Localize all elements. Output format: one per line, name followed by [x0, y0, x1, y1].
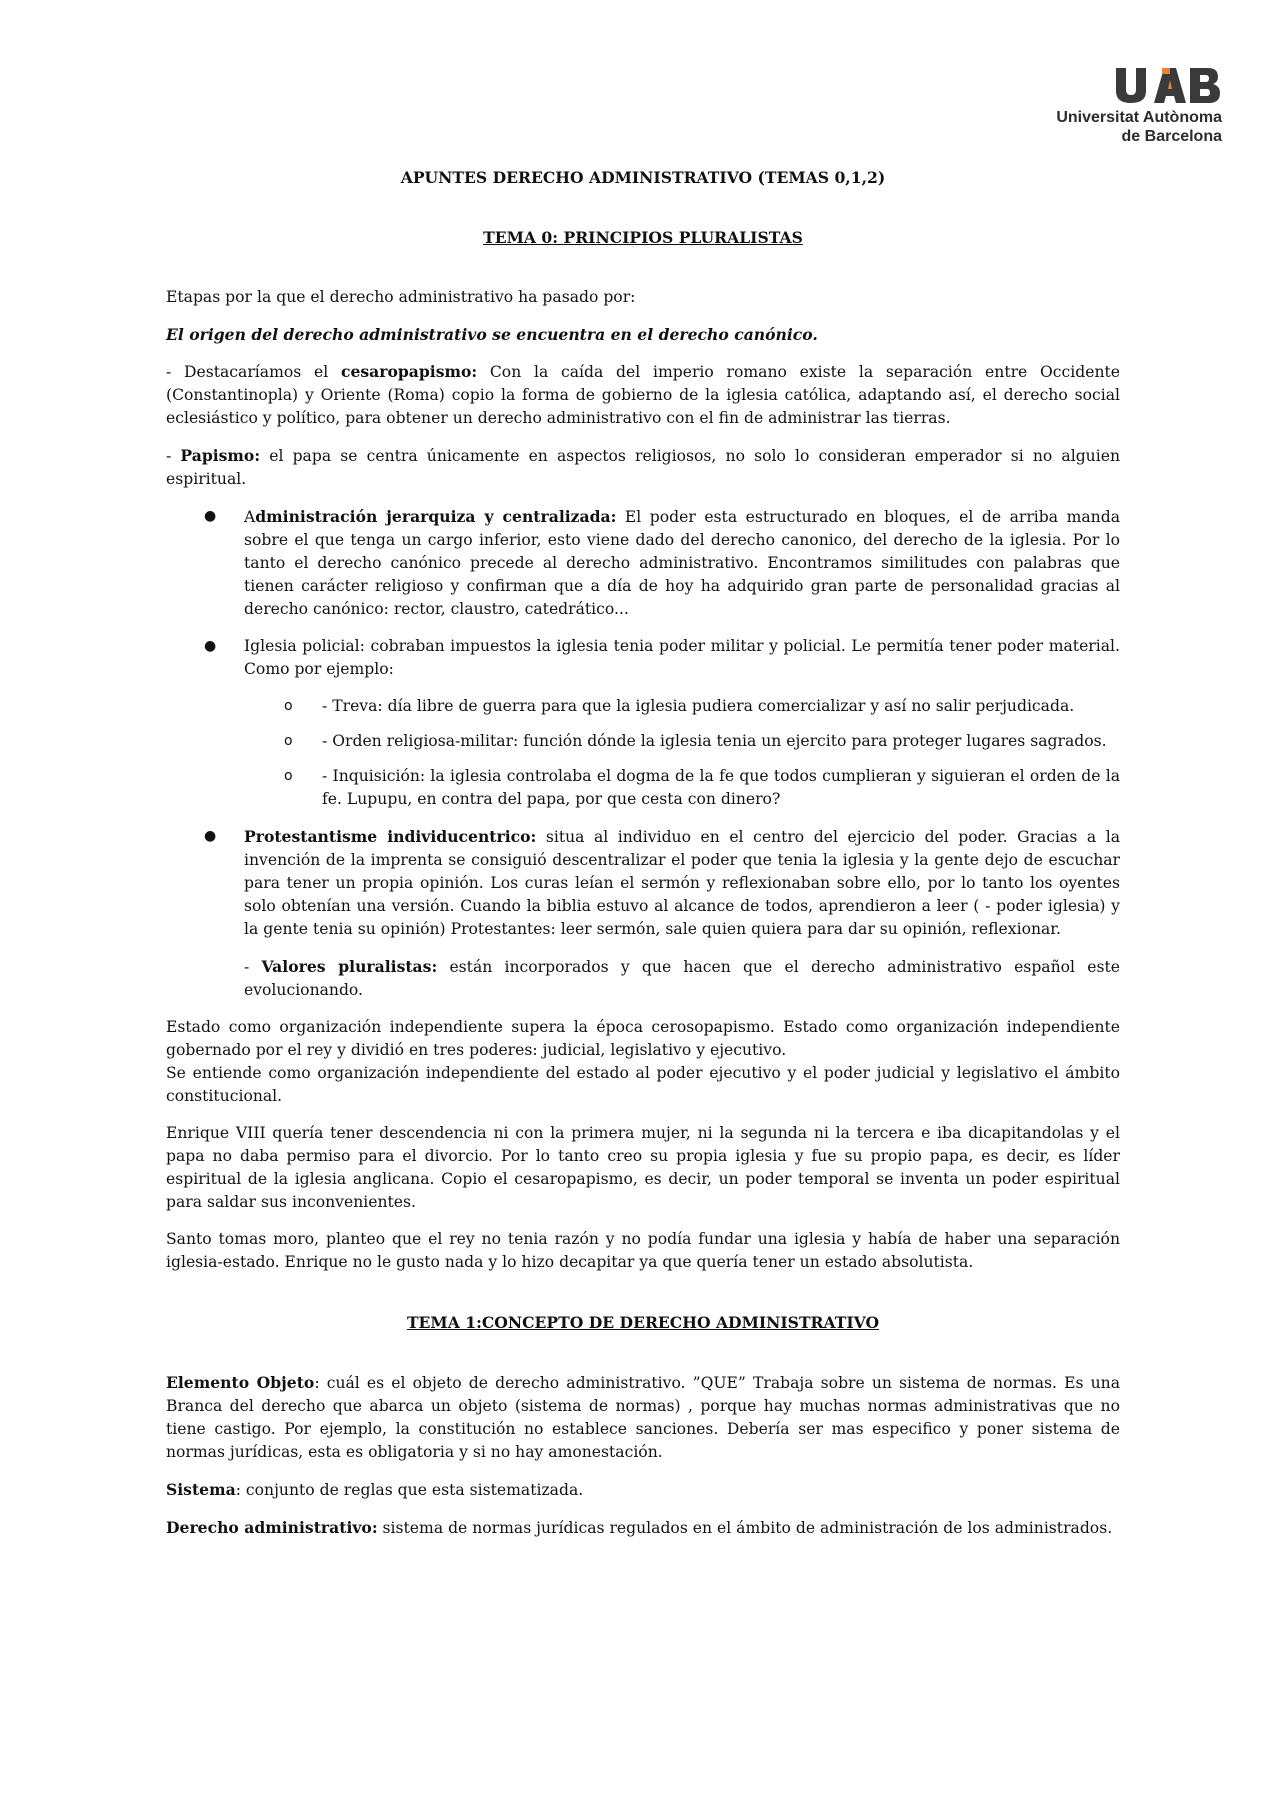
list-item — [166, 825, 1120, 941]
sistema-paragraph — [166, 1478, 1120, 1502]
objeto-term: Elemento Objeto — [166, 1373, 315, 1392]
tema1-heading: TEMA 1:CONCEPTO DE DERECHO ADMINISTRATIVO — [406, 1313, 880, 1332]
tema0-heading: TEMA 0: PRINCIPIOS PLURALISTAS — [483, 228, 803, 247]
bullet-term: dministración jerarquiza y centralizada: — [255, 507, 617, 526]
bullet-lead: A — [244, 508, 256, 526]
enrique-paragraph: Enrique VIII quería tener descendencia ni con la primera mujer, ni la segunda ni la tercera e iba dicapitandolas y el papa no daba permiso para el divorcio. Por lo tanto creo su propia iglesia y fue su propio papa, es decir, es líder espiritual de la iglesia anglicana. Copio el cesaropapismo, es decir, un poder temporal se inventa un poder espiritual para saldar sus inconvenientes. — [166, 1124, 1120, 1211]
sub-item-text: - Treva: día libre de guerra para que la iglesia pudiera comercializar y así no salir perjudicada. — [322, 697, 1075, 715]
cesaro-prefix: - Destacaríamos el — [166, 363, 341, 381]
bullet-icon: ● — [204, 508, 217, 524]
sistema-text: : conjunto de reglas que esta sistematizada. — [235, 1481, 584, 1499]
bullet-term: Protestantisme individucentrico: — [244, 827, 537, 846]
sub-list-item — [244, 695, 1120, 718]
document-title: APUNTES DERECHO ADMINISTRATIVO (TEMAS 0,1,2) — [400, 168, 886, 187]
tema0-bullet-list — [166, 505, 1120, 941]
cesaropapismo-paragraph — [166, 360, 1120, 430]
papismo-paragraph — [166, 444, 1120, 491]
sistema-term: Sistema — [166, 1480, 236, 1499]
santo-paragraph: Santo tomas moro, planteo que el rey no tenia razón y no podía fundar una iglesia y había de haber una separación iglesia-estado. Enrique no le gusto nada y lo hizo decapitar ya que quería tener un estado absolutista. — [166, 1230, 1120, 1271]
estado-line-2: Se entiende como organización independiente del estado al poder ejecutivo y el poder judicial y legislativo el ámbito constitucional. — [166, 1064, 1120, 1105]
bullet-icon: ● — [204, 828, 217, 844]
circle-bullet-icon: o — [284, 733, 293, 749]
derecho-term: Derecho administrativo: — [166, 1518, 378, 1537]
derecho-paragraph — [166, 1516, 1120, 1540]
valores-paragraph — [166, 955, 1120, 1002]
valores-prefix: - — [244, 958, 262, 976]
objeto-paragraph — [166, 1371, 1120, 1464]
papismo-prefix: - — [166, 447, 181, 465]
bullet-text: El poder esta estructurado en bloques, el de arriba manda sobre el que tenga un cargo inferior, esto viene dado del derecho canonico, del derecho de la iglesia. Por lo tanto el derecho canónico precede al derecho administrativo. Encontramos similitudes con palabras que tienen carácter religioso y confirman que a día de hoy ha adquirido gran parte de personalidad gracias al derecho canónico: rector, claustro, catedrático... — [244, 508, 1120, 618]
objeto-text: : cuál es el objeto de derecho administrativo. ”QUE” Trabaja sobre un sistema de normas. Es una Branca del derecho que abarca un objeto (sistema de normas) , porque hay muchas normas administrativas que no tiene castigo. Por ejemplo, la constitución no establece sanciones. Debería ser mas especifico y poner sistema de normas jurídicas, esta es obligatoria y si no hay amonestación. — [166, 1374, 1120, 1461]
logo-line-1: Universitat Autònoma — [1056, 109, 1222, 126]
document-body — [166, 166, 1120, 1554]
sub-list-item — [244, 730, 1120, 753]
circle-bullet-icon: o — [284, 698, 293, 714]
list-item — [166, 505, 1120, 621]
circle-bullet-icon: o — [284, 768, 293, 784]
derecho-text: sistema de normas jurídicas regulados en el ámbito de administración de los administrados. — [377, 1519, 1113, 1537]
papismo-term: Papismo: — [180, 446, 261, 465]
bullet-icon: ● — [204, 638, 217, 654]
bullet-text: Iglesia policial: cobraban impuestos la iglesia tenia poder militar y policial. Le permitía tener poder material. Como por ejemplo: — [244, 637, 1120, 678]
cesaro-term: cesaropapismo: — [340, 362, 478, 381]
uab-logo-mark — [1114, 66, 1222, 104]
valores-text: están incorporados y que hacen que el derecho administrativo español este evolucionando. — [244, 958, 1120, 999]
estado-line-1: Estado como organización independiente supera la época cerosopapismo. Estado como organización independiente gobernado por el rey y dividió en tres poderes: judicial, legislativo y ejecutivo. — [166, 1018, 1120, 1059]
sub-list-item — [244, 765, 1120, 811]
sub-list — [244, 695, 1120, 811]
uab-logo — [1022, 66, 1222, 146]
bullet-text: situa al individuo en el centro del ejercicio del poder. Gracias a la invención de la imprenta se consiguió descentralizar el poder que tenia la iglesia y la gente dejo de escuchar para tener un propia opinión. Los curas leían el sermón y reflexionaban sobre ello, por lo tanto los oyentes solo obtenían una versión. Cuando la biblia estuvo al alcance de todos, aprendieron a leer ( - poder iglesia) y la gente tenia su opinión) Protestantes: leer sermón, sale quien quiera para dar su opinión, reflexionar. — [244, 828, 1120, 938]
estado-paragraph — [166, 1016, 1120, 1108]
tema0-intro-bold: El origen del derecho administrativo se encuentra en el derecho canónico. — [166, 325, 818, 344]
valores-term: Valores pluralistas: — [261, 957, 438, 976]
cesaro-text: Con la caída del imperio romano existe la separación entre Occidente (Constantinopla) y Oriente (Roma) copio la forma de gobierno de la iglesia católica, adaptando así, el derecho social eclesiástico y político, para obtener un derecho administrativo con el fin de administrar las tierras. — [166, 363, 1120, 427]
sub-item-text: - Orden religiosa-militar: función dónde la iglesia tenia un ejercito para proteger lugares sagrados. — [322, 732, 1107, 750]
list-item — [166, 635, 1120, 811]
sub-item-text: - Inquisición: la iglesia controlaba el dogma de la fe que todos cumplieran y siguieran el orden de la fe. Lupupu, en contra del papa, por que cesta con dinero? — [322, 767, 1120, 808]
tema0-intro: Etapas por la que el derecho administrativo ha pasado por: — [166, 288, 636, 306]
logo-line-2: de Barcelona — [1121, 128, 1222, 145]
papismo-text: el papa se centra únicamente en aspectos religiosos, no solo lo consideran emperador si no alguien espiritual. — [166, 447, 1120, 488]
